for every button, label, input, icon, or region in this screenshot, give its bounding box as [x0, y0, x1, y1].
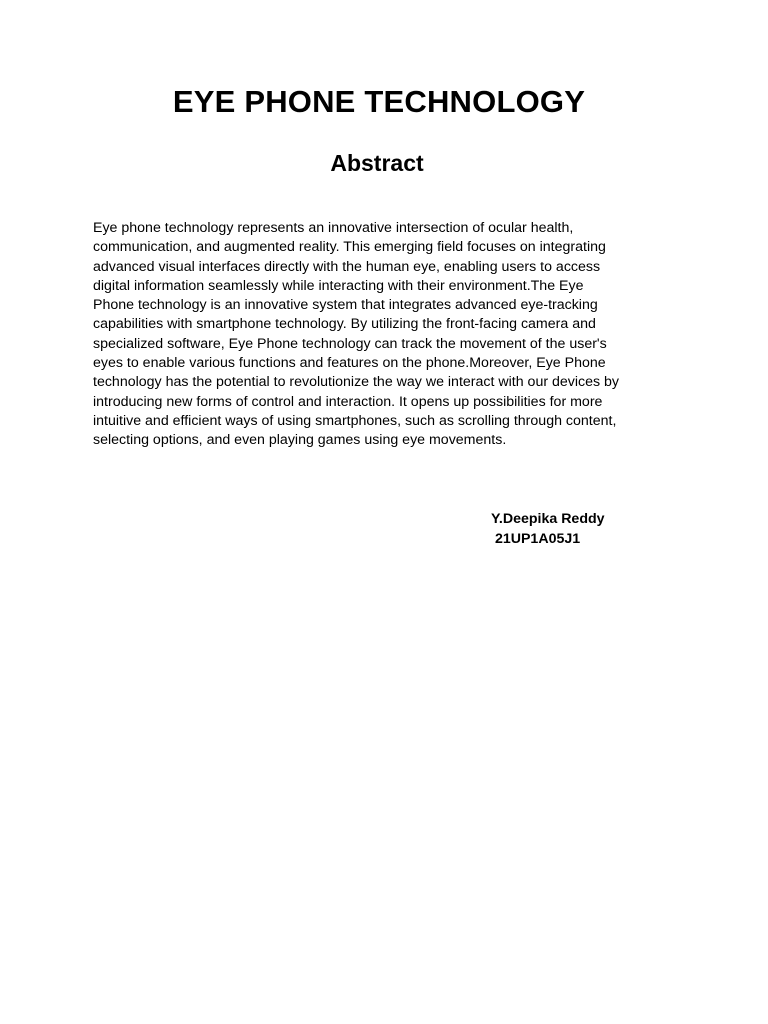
abstract-line: advanced visual interfaces directly with the human eye, enabling users to access	[93, 258, 601, 275]
abstract-line: introducing new forms of control and interaction. It opens up possibilities for more	[93, 393, 603, 410]
abstract-line: capabilities with smartphone technology. By utilizing the front-facing camera and	[93, 316, 596, 333]
abstract-line: communication, and augmented reality. This emerging field focuses on integrating	[93, 239, 606, 256]
abstract-line: eyes to enable various functions and features on the phone.Moreover, Eye Phone	[93, 355, 606, 372]
abstract-line: digital information seamlessly while interacting with their environment.The Eye	[93, 277, 584, 294]
abstract-line: technology has the potential to revolutionize the way we interact with our devices by	[93, 374, 620, 391]
author-name: Y.Deepika Reddy	[491, 511, 605, 527]
abstract-line: Eye phone technology represents an innovative intersection of ocular health,	[93, 220, 574, 236]
abstract-paragraph	[93, 219, 675, 451]
abstract-line: specialized software, Eye Phone technology can track the movement of the user's	[93, 335, 607, 352]
author-roll-number: 21UP1A05J1	[491, 531, 581, 547]
author-block	[491, 509, 605, 549]
abstract-line: selecting options, and even playing games using eye movements.	[93, 432, 507, 449]
abstract-line: Phone technology is an innovative system that integrates advanced eye-tracking	[93, 297, 598, 314]
document-title: EYE PHONE TECHNOLOGY	[172, 84, 586, 119]
abstract-line: intuitive and efficient ways of using smartphones, such as scrolling through content,	[93, 412, 617, 429]
abstract-heading: Abstract	[330, 150, 424, 176]
